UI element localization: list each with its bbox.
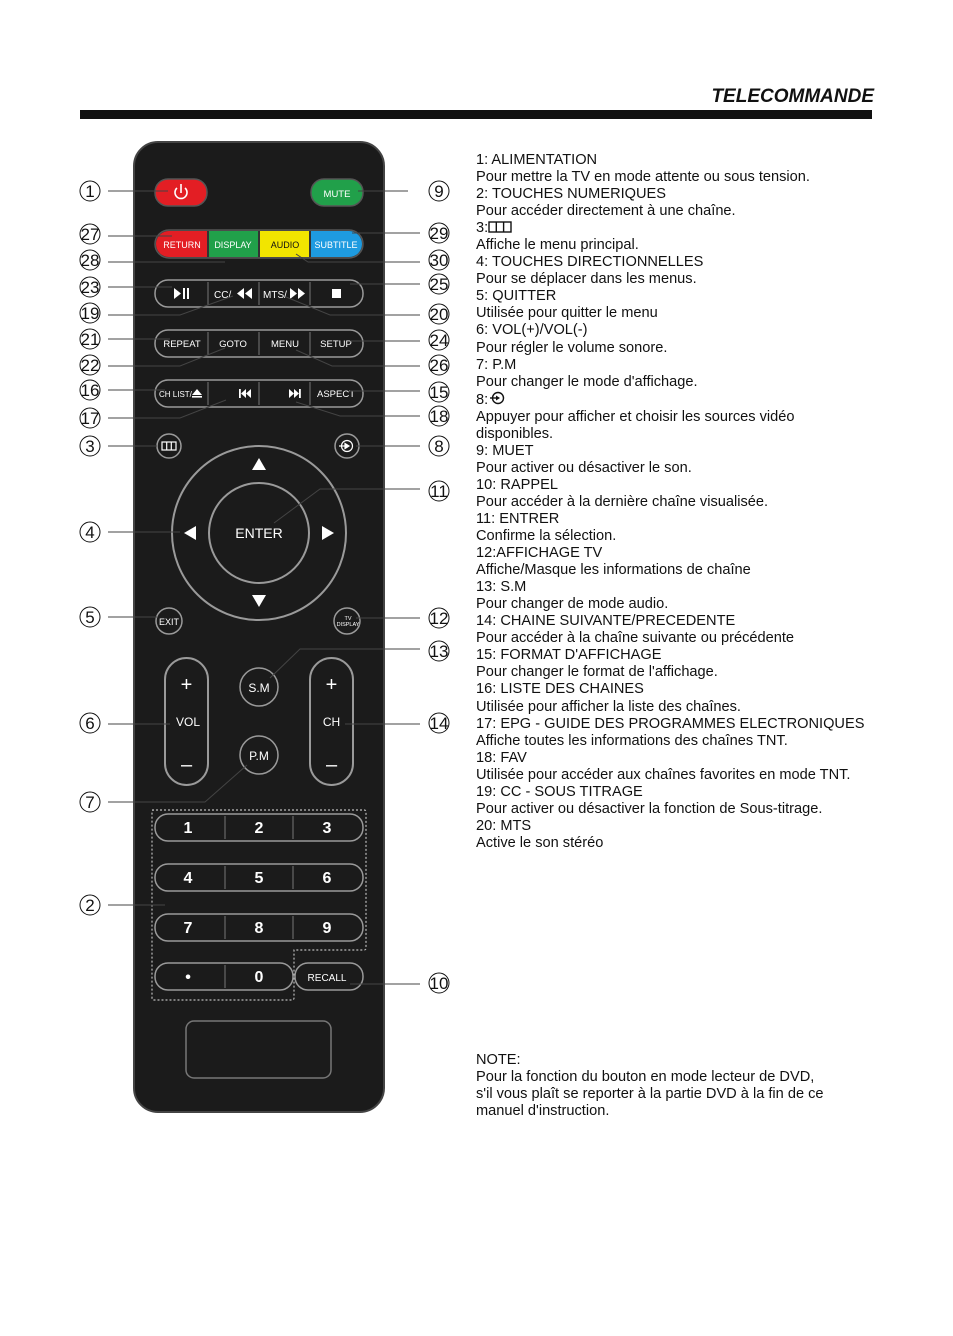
source-button[interactable] bbox=[335, 434, 359, 458]
desc-line: Pour activer ou désactiver le son. bbox=[476, 459, 692, 476]
desc-label: 3: bbox=[476, 220, 489, 237]
callout-5: 5 bbox=[85, 608, 95, 627]
desc-line: Confirme la sélection. bbox=[476, 528, 617, 545]
callout-22: 22 bbox=[80, 356, 100, 375]
desc-line: 19: CC - SOUS TITRAGE bbox=[476, 783, 643, 800]
callout-21: 21 bbox=[80, 330, 100, 349]
return-label: RETURN bbox=[163, 240, 201, 250]
navigation-row bbox=[155, 380, 363, 407]
desc-line: Pour changer de mode audio. bbox=[476, 596, 669, 613]
color-button-row bbox=[155, 230, 363, 258]
callout-3: 3 bbox=[85, 437, 95, 456]
desc-line: Pour mettre la TV en mode attente ou sous tension. bbox=[476, 169, 810, 186]
desc-line: 11: ENTRER bbox=[476, 510, 560, 527]
callout-24: 24 bbox=[429, 331, 449, 350]
cc-label: CC/ bbox=[214, 290, 232, 301]
power-button[interactable] bbox=[155, 179, 207, 206]
desc-line: 15: FORMAT D'AFFICHAGE bbox=[476, 647, 662, 664]
desc-line: Affiche toutes les informations des chaînes TNT. bbox=[476, 732, 788, 749]
desc-line: Pour changer le format de l'affichage. bbox=[476, 664, 718, 681]
desc-line: 13: S.M bbox=[476, 579, 527, 596]
exit-button[interactable] bbox=[156, 608, 182, 634]
recall-button[interactable]: RECALL bbox=[307, 973, 347, 984]
sound-mode-button[interactable] bbox=[240, 668, 278, 706]
volume-down-icon[interactable]: – bbox=[180, 754, 193, 776]
callout-7: 7 bbox=[85, 793, 95, 812]
playback-row bbox=[155, 280, 363, 307]
mts-label: MTS/ bbox=[263, 290, 287, 301]
main-menu-button[interactable] bbox=[157, 434, 181, 458]
aspect-button[interactable]: ASPECT bbox=[316, 389, 356, 400]
callout-29: 29 bbox=[429, 224, 449, 243]
subtitle-label: SUBTITLE bbox=[314, 240, 358, 250]
desc-line: Utilisée pour quitter le menu bbox=[476, 305, 658, 322]
desc-line: disponibles. bbox=[476, 425, 554, 442]
desc-line: 20: MTS bbox=[476, 817, 532, 834]
key-9[interactable]: 9 bbox=[322, 920, 332, 937]
volume-up-icon[interactable]: + bbox=[180, 674, 193, 696]
desc-line: Pour accéder à la chaîne suivante ou précédente bbox=[476, 630, 795, 647]
desc-line: Pour accéder à la dernière chaîne visualisée. bbox=[476, 493, 769, 510]
callout-14: 14 bbox=[429, 714, 449, 733]
key-2[interactable]: 2 bbox=[254, 820, 264, 837]
ch-list-label: CH LIST/ bbox=[159, 390, 192, 399]
button-descriptions bbox=[476, 152, 936, 852]
callout-6: 6 bbox=[85, 714, 95, 733]
desc-line: Affiche/Masque les informations de chaîne bbox=[476, 562, 751, 579]
callout-2: 2 bbox=[85, 896, 95, 915]
desc-line-menu bbox=[476, 220, 936, 237]
tv-display-button[interactable] bbox=[334, 608, 360, 634]
enter-label: ENTER bbox=[235, 525, 283, 541]
volume-rocker[interactable] bbox=[165, 658, 208, 785]
callout-23: 23 bbox=[80, 278, 100, 297]
callout-11: 11 bbox=[430, 482, 448, 501]
desc-line: 1: ALIMENTATION bbox=[476, 152, 598, 168]
channel-up-icon[interactable]: + bbox=[325, 674, 338, 696]
tv-label: TV bbox=[344, 616, 352, 622]
key-3[interactable]: 3 bbox=[322, 820, 332, 837]
key-dot[interactable]: • bbox=[185, 969, 191, 986]
desc-line: Active le son stéréo bbox=[476, 834, 604, 851]
note-line: manuel d'instruction. bbox=[476, 1103, 610, 1120]
note-line: Pour la fonction du bouton en mode lecteur de DVD, bbox=[476, 1069, 815, 1086]
goto-button[interactable]: GOTO bbox=[219, 339, 247, 350]
callout-9: 9 bbox=[434, 182, 444, 201]
tv-display-label: DISPLAY bbox=[336, 622, 360, 628]
desc-line: 10: RAPPEL bbox=[476, 476, 558, 493]
desc-line: Pour accéder directement à une chaîne. bbox=[476, 203, 736, 220]
key-1[interactable]: 1 bbox=[183, 820, 193, 837]
function-row bbox=[155, 330, 363, 357]
menu-button[interactable]: MENU bbox=[271, 339, 299, 350]
stop-icon bbox=[332, 289, 341, 298]
mute-label: MUTE bbox=[323, 189, 351, 200]
source-icon bbox=[488, 391, 506, 405]
key-7[interactable]: 7 bbox=[183, 920, 193, 937]
direction-pad bbox=[172, 446, 346, 620]
repeat-button[interactable]: REPEAT bbox=[163, 339, 201, 350]
ir-window bbox=[186, 1021, 331, 1078]
key-0[interactable]: 0 bbox=[254, 969, 264, 986]
callout-28: 28 bbox=[80, 251, 100, 270]
desc-line: Pour régler le volume sonore. bbox=[476, 339, 668, 356]
desc-line: 16: LISTE DES CHAINES bbox=[476, 681, 644, 698]
note-title: NOTE: bbox=[476, 1052, 521, 1068]
sound-mode-label: S.M bbox=[248, 681, 270, 695]
key-5[interactable]: 5 bbox=[254, 870, 264, 887]
desc-line: 12:AFFICHAGE TV bbox=[476, 545, 603, 562]
desc-line: Utilisée pour afficher la liste des chaînes. bbox=[476, 698, 741, 715]
callout-8: 8 bbox=[434, 437, 444, 456]
desc-line: 14: CHAINE SUIVANTE/PRECEDENTE bbox=[476, 613, 736, 630]
callout-19: 19 bbox=[80, 304, 100, 323]
key-8[interactable]: 8 bbox=[254, 920, 264, 937]
desc-label: 8: bbox=[476, 391, 489, 408]
callout-17: 17 bbox=[80, 409, 100, 428]
menu-grid-icon bbox=[488, 221, 512, 233]
desc-line-source bbox=[476, 391, 936, 409]
callout-15: 15 bbox=[429, 383, 449, 402]
callout-30: 30 bbox=[429, 251, 449, 270]
callout-25: 25 bbox=[429, 275, 449, 294]
desc-line: 9: MUET bbox=[476, 442, 534, 459]
desc-line: 17: EPG - GUIDE DES PROGRAMMES ELECTRONIQUES bbox=[476, 715, 865, 732]
display-label: DISPLAY bbox=[214, 240, 252, 250]
callout-12: 12 bbox=[429, 609, 449, 628]
callout-20: 20 bbox=[429, 305, 449, 324]
channel-label: CH bbox=[322, 715, 341, 729]
callout-13: 13 bbox=[429, 642, 449, 661]
desc-line: Pour activer ou désactiver la fonction de Sous-titrage. bbox=[476, 800, 823, 817]
callout-27: 27 bbox=[80, 225, 100, 244]
picture-mode-label: P.M bbox=[249, 749, 269, 763]
desc-line: 5: QUITTER bbox=[476, 288, 557, 305]
key-4[interactable]: 4 bbox=[183, 870, 193, 887]
callout-1: 1 bbox=[85, 182, 95, 201]
callout-16: 16 bbox=[80, 381, 100, 400]
mute-button[interactable] bbox=[311, 179, 363, 206]
callouts-right bbox=[429, 181, 449, 993]
channel-rocker[interactable] bbox=[310, 658, 353, 785]
picture-mode-button[interactable] bbox=[240, 736, 278, 774]
desc-line: Affiche le menu principal. bbox=[476, 237, 639, 254]
desc-line: Utilisée pour accéder aux chaînes favorites en mode TNT. bbox=[476, 766, 851, 783]
setup-button[interactable]: SETUP bbox=[320, 339, 352, 350]
exit-label: EXIT bbox=[158, 617, 180, 627]
note-block bbox=[476, 1052, 936, 1120]
volume-label: VOL bbox=[175, 715, 201, 729]
desc-line: 6: VOL(+)/VOL(-) bbox=[476, 322, 588, 339]
callout-10: 10 bbox=[429, 974, 449, 993]
key-6[interactable]: 6 bbox=[322, 870, 332, 887]
callout-18: 18 bbox=[429, 407, 449, 426]
callout-26: 26 bbox=[429, 356, 449, 375]
desc-line: Pour changer le mode d'affichage. bbox=[476, 373, 698, 390]
enter-button[interactable] bbox=[209, 483, 309, 583]
page-title: TELECOMMANDE bbox=[711, 86, 874, 107]
callout-4: 4 bbox=[85, 523, 95, 542]
desc-line: 7: P.M bbox=[476, 356, 517, 373]
audio-label: AUDIO bbox=[270, 240, 300, 250]
callouts-left bbox=[80, 181, 100, 915]
desc-line: Pour se déplacer dans les menus. bbox=[476, 271, 697, 288]
stop-button[interactable] bbox=[332, 289, 341, 298]
desc-line: 18: FAV bbox=[476, 749, 527, 766]
note-line: s'il vous plaît se reporter à la partie DVD à la fin de ce bbox=[476, 1086, 824, 1103]
channel-down-icon[interactable]: – bbox=[325, 754, 338, 776]
desc-line: 4: TOUCHES DIRECTIONNELLES bbox=[476, 254, 704, 271]
desc-line: 2: TOUCHES NUMERIQUES bbox=[476, 186, 667, 203]
desc-line: Appuyer pour afficher et choisir les sources vidéo bbox=[476, 408, 795, 425]
